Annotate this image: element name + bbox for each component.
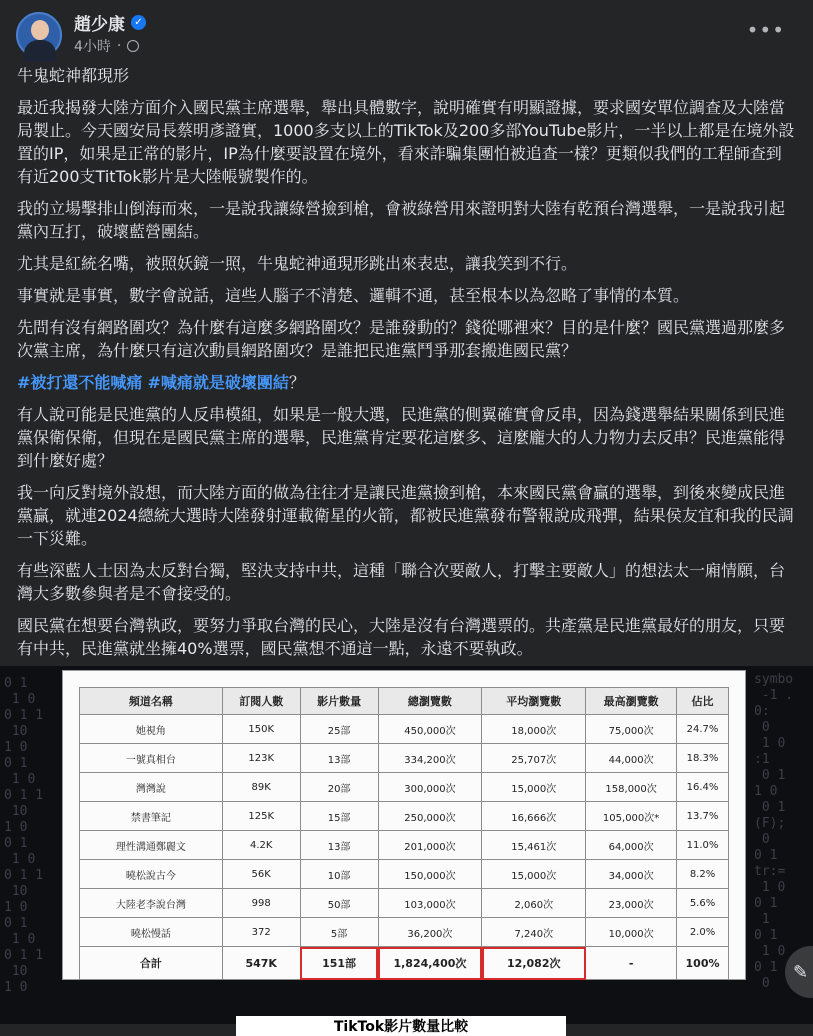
cell-max-views: 75,000次 [586, 715, 677, 744]
cell-channel: 一號真相台 [80, 744, 223, 773]
cell-average-views: 16,666次 [482, 802, 586, 831]
header-max-views: 最高瀏覽數 [586, 688, 677, 715]
cell-share: 24.7% [677, 715, 729, 744]
post-body [17, 64, 797, 669]
table-row [80, 889, 729, 918]
header-share: 佔比 [677, 688, 729, 715]
cell-total-views: 150,000次 [378, 860, 482, 889]
hashtag-link-2[interactable]: #喊痛就是破壞團結 [147, 373, 289, 392]
author-avatar[interactable] [16, 12, 62, 58]
cell-share: 2.0% [677, 918, 729, 947]
table-row [80, 831, 729, 860]
table-header-row [80, 688, 729, 715]
cell-channel: 大陸老李說台灣 [80, 889, 223, 918]
total-views-highlighted: 1,824,400次 [378, 947, 482, 980]
cell-share: 13.7% [677, 802, 729, 831]
cell-share: 8.2% [677, 860, 729, 889]
post-title: 牛鬼蛇神都現形 [17, 66, 130, 85]
header-subscribers: 訂閱人數 [222, 688, 300, 715]
cell-share: 16.4% [677, 773, 729, 802]
more-options-button[interactable]: ••• [746, 18, 785, 42]
cell-videos: 15部 [300, 802, 378, 831]
table-row [80, 744, 729, 773]
author-name[interactable]: 趙少康 [74, 15, 125, 35]
cell-average-views: 18,000次 [482, 715, 586, 744]
paragraph-9: 國民黨在想要台灣執政，要努力爭取台灣的民心，大陸是沒有台灣選票的。共產黨是民進黨最好的朋友，只要有中共，民進黨就坐擁40%選票，國民黨想不通這一點，永遠不要執政。 [17, 616, 786, 658]
cell-videos: 5部 [300, 918, 378, 947]
total-subscribers: 547K [222, 947, 300, 980]
cell-max-views: 64,000次 [586, 831, 677, 860]
cell-total-views: 201,000次 [378, 831, 482, 860]
paragraph-8: 有些深藍人士因為太反對台獨，堅決支持中共，這種「聯合次要敵人，打擊主要敵人」的想法太一廂情願，台灣大多數參與者是不會接受的。 [17, 561, 786, 603]
header-total-views: 總瀏覽數 [378, 688, 482, 715]
verified-badge-icon: ✓ [131, 15, 146, 30]
cell-total-views: 334,200次 [378, 744, 482, 773]
author-row [74, 10, 146, 35]
cell-channel: 禁書筆記 [80, 802, 223, 831]
table-row [80, 715, 729, 744]
cell-total-views: 300,000次 [378, 773, 482, 802]
globe-icon [127, 40, 139, 52]
avatar-face [31, 20, 49, 40]
total-share: 100% [677, 947, 729, 980]
cell-share: 18.3% [677, 744, 729, 773]
table-row [80, 802, 729, 831]
paragraph-1: 最近我揭發大陸方面介入國民黨主席選舉，舉出具體數字，說明確實有明顯證據，要求國安單位調查及大陸當局製止。今天國安局長蔡明彥證實，1000多支以上的TikTok及200多部YouTube影片，一半以上都是在境外設置的IP，如果是正常的影片，IP為什麼要設置在境外，看來詐騙集團怕被追查一樣？更類似我們的工程師查到有近200支TitTok影片是大陸帳號製作的。 [17, 98, 795, 186]
cell-max-views: 23,000次 [586, 889, 677, 918]
total-average-highlighted: 12,082次 [482, 947, 586, 980]
cell-channel: 曉松慢話 [80, 918, 223, 947]
cell-average-views: 15,461次 [482, 831, 586, 860]
paragraph-5: 先問有沒有網路圍攻？為什麼有這麼多網路圍攻？是誰發動的？錢從哪裡來？目的是什麼？國民黨選過那麼多次黨主席，為什麼只有這次動員網路圍攻？是誰把民進黨鬥爭那套搬進國民黨？ [17, 318, 786, 360]
cell-subscribers: 123K [222, 744, 300, 773]
cell-max-views: 105,000次* [586, 802, 677, 831]
cell-channel: 她視角 [80, 715, 223, 744]
hashtag-line [17, 371, 797, 394]
paragraph-4: 事實就是事實，數字會說話，這些人腦子不清楚、邏輯不通，甚至根本以為忽略了事情的本質。 [17, 286, 690, 305]
header-average-views: 平均瀏覽數 [482, 688, 586, 715]
table-row [80, 773, 729, 802]
paragraph-6: 有人說可能是民進黨的人反串模組，如果是一般大選，民進黨的側翼確實會反串，因為錢選舉結果關係到民進黨保衛保衛，但現在是國民黨主席的選舉，民進黨肯定要花這麼多、這麼龐大的人力物力去反串？民進黨能得到什麼好處？ [17, 405, 786, 470]
header-channel-name: 頻道名稱 [80, 688, 223, 715]
cell-average-views: 15,000次 [482, 860, 586, 889]
meta-separator: · [116, 38, 122, 54]
post-timestamp[interactable]: 4小時 [74, 39, 111, 55]
cell-channel: 灣灣說 [80, 773, 223, 802]
table-total-row [80, 947, 729, 980]
cell-videos: 13部 [300, 744, 378, 773]
hashtag-suffix: ？ [288, 373, 305, 392]
cell-videos: 25部 [300, 715, 378, 744]
cell-subscribers: 150K [222, 715, 300, 744]
cell-share: 5.6% [677, 889, 729, 918]
cell-videos: 50部 [300, 889, 378, 918]
cell-subscribers: 56K [222, 860, 300, 889]
cell-subscribers: 125K [222, 802, 300, 831]
cell-average-views: 2,060次 [482, 889, 586, 918]
cell-max-views: 44,000次 [586, 744, 677, 773]
cell-channel: 理性溝通鄭麗文 [80, 831, 223, 860]
cell-subscribers: 4.2K [222, 831, 300, 860]
cell-total-views: 250,000次 [378, 802, 482, 831]
cell-total-views: 36,200次 [378, 918, 482, 947]
cell-average-views: 7,240次 [482, 918, 586, 947]
binary-pattern-right: symbo -1 . 0: 0 1 0 :1 0 1 1 0 0 1 (F); 0 0 1 tr:= 1 0 0 1 1 0 1 1 0 0 1 0 [754, 672, 794, 991]
cell-max-views: 34,000次 [586, 860, 677, 889]
cell-channel: 曉松說古今 [80, 860, 223, 889]
cell-videos: 10部 [300, 860, 378, 889]
statistics-table-card [62, 670, 746, 980]
cell-total-views: 450,000次 [378, 715, 482, 744]
avatar-suit [24, 40, 56, 62]
cell-videos: 13部 [300, 831, 378, 860]
cell-max-views: 158,000次 [586, 773, 677, 802]
post-header [0, 0, 813, 64]
header-video-count: 影片數量 [300, 688, 378, 715]
cell-average-views: 15,000次 [482, 773, 586, 802]
total-label: 合計 [80, 947, 223, 980]
paragraph-2: 我的立場擊排山倒海而來，一是說我讓綠營撿到槍，會被綠營用來證明對大陸有乾預台灣選舉，一是說我引起黨內互打，破壞藍營團結。 [17, 199, 786, 241]
channel-statistics-table [79, 687, 729, 980]
cell-total-views: 103,000次 [378, 889, 482, 918]
paragraph-3: 尤其是紅統名嘴，被照妖鏡一照，牛鬼蛇神通現形跳出來表忠，讓我笑到不行。 [17, 254, 578, 273]
cell-subscribers: 89K [222, 773, 300, 802]
cell-average-views: 25,707次 [482, 744, 586, 773]
table-row [80, 918, 729, 947]
cell-subscribers: 372 [222, 918, 300, 947]
cell-videos: 20部 [300, 773, 378, 802]
paragraph-7: 我一向反對境外設想，而大陸方面的做為往往才是讓民進黨撿到槍，本來國民黨會贏的選舉，到後來變成民進黨贏，就連2024總統大選時大陸發射運載衛星的火箭，都被民進黨發布警報說成飛彈，結果侯友宜和我的民調一下災難。 [17, 483, 794, 548]
edit-pencil-icon: ✎ [793, 962, 809, 983]
table-row [80, 860, 729, 889]
image-caption: TikTok影片數量比較 [236, 1016, 566, 1036]
cell-share: 11.0% [677, 831, 729, 860]
cell-subscribers: 998 [222, 889, 300, 918]
total-videos-highlighted: 151部 [300, 947, 378, 980]
cell-max-views: 10,000次 [586, 918, 677, 947]
post-meta [74, 36, 139, 56]
binary-pattern-left: 0 1 1 0 0 1 1 10 1 0 0 1 1 0 0 1 1 10 1 0 0 1 1 0 0 1 1 10 1 0 0 1 1 0 0 1 1 10 1 0 [4, 676, 44, 995]
total-max-views: - [586, 947, 677, 980]
post-image[interactable] [0, 666, 813, 1035]
hashtag-link-1[interactable]: #被打還不能喊痛 [17, 373, 143, 392]
